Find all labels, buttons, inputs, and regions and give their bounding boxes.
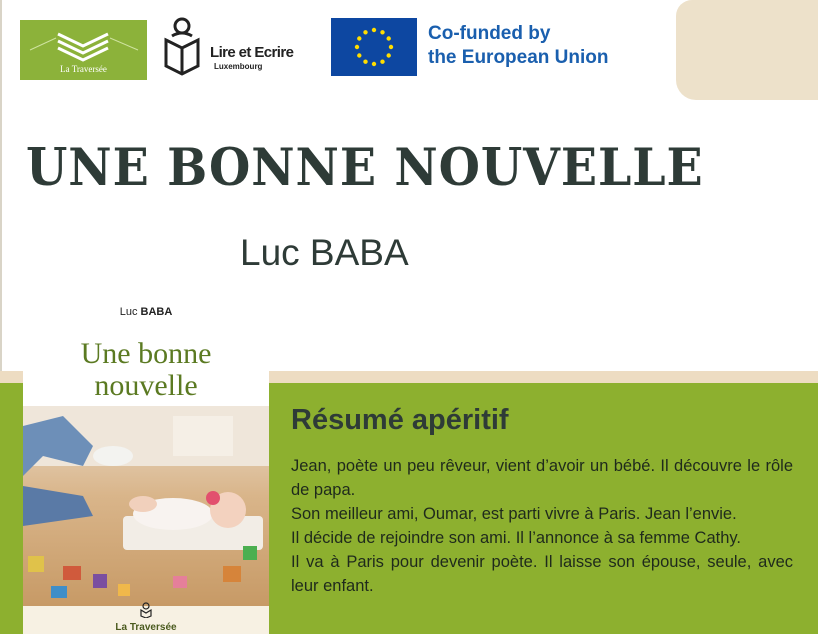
summary-heading: Résumé apéritif: [291, 404, 509, 436]
summary-paragraph: Jean, poète un peu rêveur, vient d’avoir un bébé. Il découvre le rôle de papa.: [291, 457, 793, 499]
eu-cofunded-text: [428, 22, 609, 70]
la-traversee-caption: La Traversée: [60, 64, 107, 74]
eu-text-line1: Co-funded by: [428, 23, 551, 44]
reading-person-icon: [160, 16, 212, 80]
summary-paragraph: Il va à Paris pour devenir poète. Il laisse son épouse, seule, avec leur enfant.: [291, 553, 793, 595]
eu-text-line2: the European Union: [428, 47, 609, 68]
book-cover-author-last: BABA: [140, 306, 173, 318]
book-cover-photo: [23, 406, 269, 606]
book-cover-author-first: Luc: [119, 306, 138, 318]
eu-flag-icon: [331, 18, 417, 76]
publisher-logo-icon: [139, 602, 153, 618]
book-cover-author: [23, 306, 269, 318]
book-cover: [23, 296, 269, 634]
summary-paragraph: Son meilleur ami, Oumar, est parti vivre à Paris. Jean l’envie.: [291, 505, 737, 523]
decorative-corner-block: [676, 0, 818, 100]
book-cover-title-line2: nouvelle: [94, 369, 198, 402]
book-cover-publisher: La Traversée: [115, 622, 177, 633]
book-cover-title: [23, 338, 269, 402]
author-name: Luc BABA: [240, 232, 409, 273]
book-cover-title-line1: Une bonne: [80, 337, 212, 370]
page-title: UNE BONNE NOUVELLE: [26, 138, 704, 198]
lire-et-ecrire-logo: [160, 16, 310, 80]
la-traversee-logo: [20, 20, 147, 80]
summary-body: [291, 454, 793, 598]
lire-et-ecrire-name: Lire et Ecrire: [210, 44, 294, 61]
summary-paragraph: Il décide de rejoindre son ami. Il l’annonce à sa femme Cathy.: [291, 529, 742, 547]
lire-et-ecrire-subtitle: Luxembourg: [214, 62, 263, 71]
